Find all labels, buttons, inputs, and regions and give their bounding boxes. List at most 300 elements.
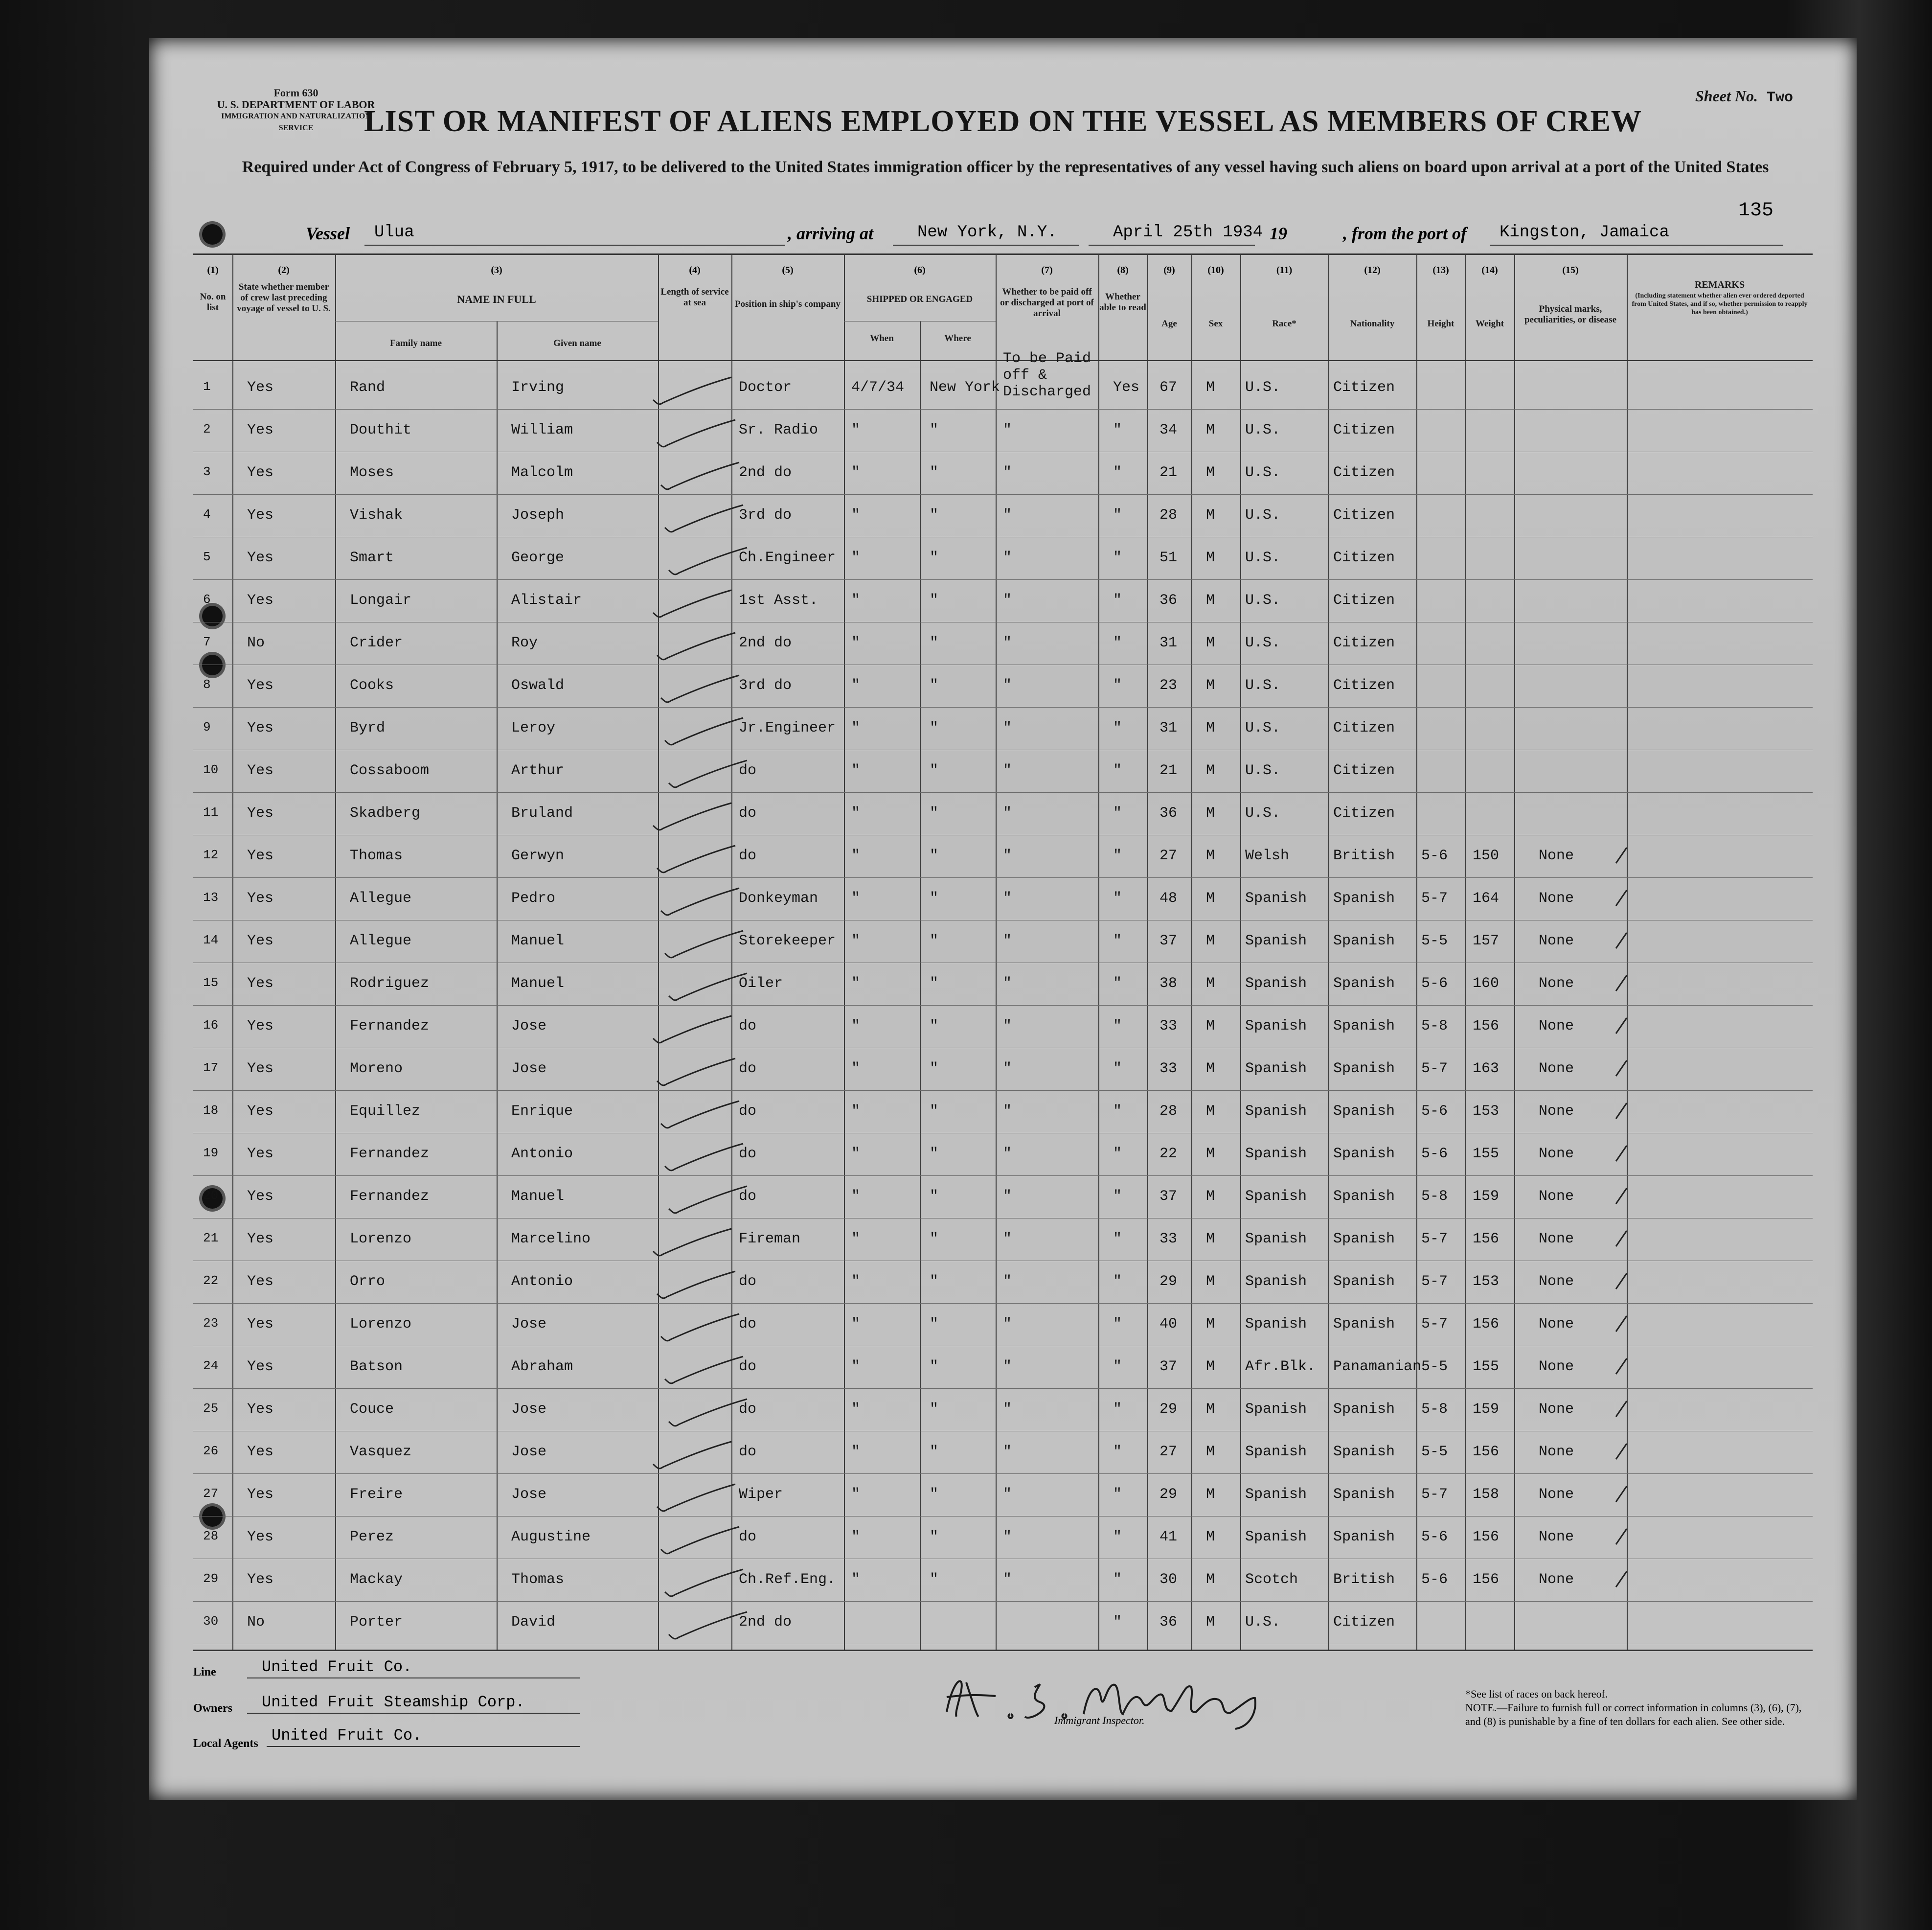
row-number: 7 <box>203 635 211 649</box>
position-cell: do <box>739 1529 757 1545</box>
physical-marks-cell: None <box>1539 1231 1574 1247</box>
race-cell: U.S. <box>1245 464 1281 481</box>
nationality-cell: Spanish <box>1333 1444 1395 1460</box>
given-name-cell: Pedro <box>511 890 556 907</box>
physical-marks-cell: None <box>1539 975 1574 992</box>
shipped-when-cell: " <box>851 1231 861 1247</box>
owners-label: Owners <box>193 1702 232 1715</box>
position-cell: do <box>739 1401 757 1418</box>
paid-off-cell: " <box>1003 1231 1012 1247</box>
shipped-when-cell: " <box>851 805 861 822</box>
age-cell: 29 <box>1159 1401 1178 1418</box>
able-to-read-cell: " <box>1113 1018 1122 1034</box>
sex-cell: M <box>1206 1571 1215 1588</box>
height-cell: 5-8 <box>1421 1018 1448 1034</box>
age-cell: 40 <box>1159 1316 1178 1333</box>
height-cell: 5-6 <box>1421 1103 1448 1120</box>
row-rule <box>193 792 1813 793</box>
age-cell: 51 <box>1159 550 1178 566</box>
tick-mark <box>1612 970 1632 995</box>
able-to-read-cell: " <box>1113 1188 1122 1205</box>
position-cell: Sr. Radio <box>739 422 818 438</box>
row-number: 9 <box>203 720 211 735</box>
weight-cell: 159 <box>1473 1401 1500 1418</box>
state-cell: Yes <box>247 1060 274 1077</box>
height-cell: 5-5 <box>1421 933 1448 949</box>
age-cell: 27 <box>1159 1444 1178 1460</box>
physical-marks-cell: None <box>1539 1316 1574 1333</box>
age-cell: 67 <box>1159 379 1178 396</box>
race-cell: Spanish <box>1245 1401 1307 1418</box>
header-age: Age <box>1161 319 1177 329</box>
able-to-read-cell: " <box>1113 507 1122 524</box>
paid-off-cell: " <box>1003 890 1012 907</box>
paid-off-cell: " <box>1003 1273 1012 1290</box>
race-cell: Spanish <box>1245 1060 1307 1077</box>
shipped-when-cell: " <box>851 848 861 864</box>
family-name-cell: Smart <box>350 550 394 566</box>
height-cell: 5-6 <box>1421 848 1448 864</box>
given-name-cell: Bruland <box>511 805 573 822</box>
given-name-cell: Augustine <box>511 1529 591 1545</box>
check-mark <box>656 672 744 712</box>
header-race: Race* <box>1272 319 1296 329</box>
arrival-port: New York, N.Y. <box>917 223 1057 242</box>
shipped-where-cell: " <box>930 1358 939 1375</box>
col-num: (12) <box>1364 265 1381 276</box>
race-cell: U.S. <box>1245 422 1281 438</box>
given-name-cell: Alistair <box>511 592 582 609</box>
position-cell: Doctor <box>739 379 792 396</box>
family-name-cell: Freire <box>350 1486 403 1503</box>
family-name-cell: Moses <box>350 464 394 481</box>
nationality-cell: Spanish <box>1333 1316 1395 1333</box>
state-cell: Yes <box>247 975 274 992</box>
able-to-read-cell: " <box>1113 1571 1122 1588</box>
paid-off-cell: " <box>1003 1188 1012 1205</box>
nationality-cell: Spanish <box>1333 1146 1395 1162</box>
physical-marks-cell: None <box>1539 1571 1574 1588</box>
family-name-cell: Vishak <box>350 507 403 524</box>
shipped-when-cell: " <box>851 507 861 524</box>
line-value: United Fruit Co. <box>262 1658 412 1676</box>
check-mark <box>664 758 752 797</box>
shipped-when-cell: " <box>851 933 861 949</box>
given-name-cell: Antonio <box>511 1146 573 1162</box>
binder-hole <box>202 224 223 245</box>
age-cell: 33 <box>1159 1060 1178 1077</box>
family-name-cell: Vasquez <box>350 1444 412 1460</box>
sex-cell: M <box>1206 1018 1215 1034</box>
row-number: 12 <box>203 848 219 862</box>
shipped-where-cell: " <box>930 1060 939 1077</box>
paid-off-cell: " <box>1003 1444 1012 1460</box>
physical-marks-cell: None <box>1539 1060 1574 1077</box>
sheet-number <box>1695 87 1793 106</box>
nationality-cell: Spanish <box>1333 1231 1395 1247</box>
paid-off-cell: " <box>1003 1103 1012 1120</box>
row-number: 18 <box>203 1103 219 1118</box>
paid-off-cell: " <box>1003 550 1012 566</box>
age-cell: 41 <box>1159 1529 1178 1545</box>
table-row <box>193 878 1813 918</box>
age-cell: 21 <box>1159 762 1178 779</box>
state-cell: Yes <box>247 848 274 864</box>
table-row <box>193 1049 1813 1088</box>
table-row <box>193 1262 1813 1301</box>
check-mark <box>664 970 752 1010</box>
position-cell: do <box>739 762 757 779</box>
given-name-cell: Manuel <box>511 975 565 992</box>
given-name-cell: George <box>511 550 565 566</box>
row-number: 29 <box>203 1571 219 1586</box>
races-note: *See list of races on back hereof. <box>1465 1688 1608 1700</box>
col-num: (3) <box>491 265 502 276</box>
check-mark <box>648 1226 736 1265</box>
able-to-read-cell: " <box>1113 1231 1122 1247</box>
tick-mark <box>1612 1226 1632 1250</box>
departure-port: Kingston, Jamaica <box>1500 223 1669 242</box>
check-mark <box>660 1354 748 1393</box>
position-cell: do <box>739 1188 757 1205</box>
underline <box>1490 245 1783 246</box>
row-rule <box>193 1175 1813 1176</box>
subtitle: Required under Act of Congress of February 5, 1917, to be delivered to the United States immigration officer by the representatives of any vessel having such aliens on board upon arrival at a port of the United States <box>242 158 1769 176</box>
col-num: (6) <box>914 265 926 276</box>
tick-mark <box>1612 928 1632 952</box>
nationality-cell: Citizen <box>1333 422 1395 438</box>
form-number: Form 630 <box>273 87 318 99</box>
family-name-cell: Batson <box>350 1358 403 1375</box>
paid-off-cell: " <box>1003 1529 1012 1545</box>
tick-mark <box>1612 1268 1632 1293</box>
race-cell: U.S. <box>1245 677 1281 694</box>
age-cell: 33 <box>1159 1018 1178 1034</box>
able-to-read-cell: " <box>1113 720 1122 736</box>
table-row <box>193 453 1813 492</box>
race-cell: Spanish <box>1245 1188 1307 1205</box>
from-label: , from the port of <box>1343 224 1467 243</box>
header-read: Whether able to read <box>1099 292 1146 313</box>
footnote <box>1465 1687 1808 1728</box>
family-name-cell: Moreno <box>350 1060 403 1077</box>
paid-off-cell: " <box>1003 1316 1012 1333</box>
physical-marks-cell: None <box>1539 1188 1574 1205</box>
shipped-where-cell: " <box>930 507 939 524</box>
able-to-read-cell: " <box>1113 933 1122 949</box>
physical-marks-cell: None <box>1539 1444 1574 1460</box>
paid-off-cell: " <box>1003 1486 1012 1503</box>
sex-cell: M <box>1206 720 1215 736</box>
able-to-read-cell: " <box>1113 1614 1122 1631</box>
able-to-read-cell: " <box>1113 1401 1122 1418</box>
height-cell: 5-7 <box>1421 1231 1448 1247</box>
row-number: 13 <box>203 890 219 905</box>
family-name-cell: Allegue <box>350 890 412 907</box>
tick-mark <box>1612 1439 1632 1463</box>
footer <box>193 1653 1813 1795</box>
table-row <box>193 1304 1813 1343</box>
position-cell: Fireman <box>739 1231 801 1247</box>
header-where: Where <box>944 333 971 344</box>
weight-cell: 156 <box>1473 1444 1500 1460</box>
shipped-where-cell: " <box>930 1146 939 1162</box>
race-cell: U.S. <box>1245 1614 1281 1631</box>
table-row <box>193 1006 1813 1045</box>
shipped-where-cell: " <box>930 1571 939 1588</box>
shipped-where-cell: New York <box>930 379 1000 396</box>
position-cell: Donkeyman <box>739 890 818 907</box>
shipped-where-cell: " <box>930 550 939 566</box>
age-cell: 31 <box>1159 635 1178 651</box>
state-cell: Yes <box>247 1188 274 1205</box>
nationality-cell: Spanish <box>1333 1018 1395 1034</box>
weight-cell: 156 <box>1473 1571 1500 1588</box>
sex-cell: M <box>1206 1529 1215 1545</box>
row-rule <box>193 1005 1813 1006</box>
header-family: Family name <box>389 338 442 348</box>
header-given: Given name <box>553 338 601 348</box>
sheet-label: Sheet No. <box>1695 87 1758 105</box>
state-cell: Yes <box>247 592 274 609</box>
position-cell: do <box>739 1103 757 1120</box>
header-shipped: SHIPPED OR ENGAGED <box>866 294 973 304</box>
race-cell: Spanish <box>1245 1231 1307 1247</box>
shipped-where-cell: " <box>930 975 939 992</box>
nationality-cell: Citizen <box>1333 805 1395 822</box>
check-mark <box>656 1524 744 1563</box>
given-name-cell: Abraham <box>511 1358 573 1375</box>
physical-marks-cell: None <box>1539 933 1574 949</box>
state-cell: Yes <box>247 890 274 907</box>
nationality-cell: Spanish <box>1333 1273 1395 1290</box>
tick-mark <box>1612 1013 1632 1037</box>
shipped-where-cell: " <box>930 464 939 481</box>
header-name: NAME IN FULL <box>457 293 536 305</box>
row-number: 1 <box>203 379 211 394</box>
state-cell: Yes <box>247 422 274 438</box>
given-name-cell: William <box>511 422 573 438</box>
table-row <box>193 623 1813 662</box>
weight-cell: 150 <box>1473 848 1500 864</box>
header-state: State whether member of crew last preceding voyage of vessel to U. S. <box>237 282 331 314</box>
state-cell: Yes <box>247 1103 274 1120</box>
state-cell: Yes <box>247 1316 274 1333</box>
position-cell: do <box>739 805 757 822</box>
crew-table <box>193 253 1813 1651</box>
sex-cell: M <box>1206 1103 1215 1120</box>
nationality-cell: Spanish <box>1333 1401 1395 1418</box>
check-mark <box>660 1566 748 1606</box>
table-row <box>193 1474 1813 1514</box>
age-cell: 29 <box>1159 1273 1178 1290</box>
check-mark <box>652 843 740 882</box>
given-name-cell: Jose <box>511 1444 547 1460</box>
col-num: (15) <box>1562 265 1579 276</box>
family-name-cell: Skadberg <box>350 805 421 822</box>
family-name-cell: Lorenzo <box>350 1231 412 1247</box>
shipped-where-cell: " <box>930 720 939 736</box>
family-name-cell: Orro <box>350 1273 386 1290</box>
shipped-where-cell: " <box>930 1401 939 1418</box>
row-number: 15 <box>203 975 219 990</box>
col-num: (2) <box>278 265 290 276</box>
state-cell: Yes <box>247 379 274 396</box>
row-number: 28 <box>203 1529 219 1543</box>
sex-cell: M <box>1206 422 1215 438</box>
nationality-cell: Citizen <box>1333 592 1395 609</box>
shipped-where-cell: " <box>930 1273 939 1290</box>
race-cell: U.S. <box>1245 550 1281 566</box>
paid-off-cell: " <box>1003 507 1012 524</box>
tick-mark <box>1612 1141 1632 1165</box>
shipped-when-cell: " <box>851 1401 861 1418</box>
family-name-cell: Mackay <box>350 1571 403 1588</box>
state-cell: Yes <box>247 1486 274 1503</box>
underline <box>247 1677 580 1678</box>
sex-cell: M <box>1206 933 1215 949</box>
family-name-cell: Rand <box>350 379 386 396</box>
table-row <box>193 1602 1813 1641</box>
sex-cell: M <box>1206 677 1215 694</box>
able-to-read-cell: " <box>1113 1103 1122 1120</box>
shipped-when-cell: " <box>851 550 861 566</box>
service: IMMIGRATION AND NATURALIZATION SERVICE <box>221 112 371 132</box>
able-to-read-cell: " <box>1113 422 1122 438</box>
family-name-cell: Equillez <box>350 1103 421 1120</box>
able-to-read-cell: " <box>1113 1060 1122 1077</box>
owners-value: United Fruit Steamship Corp. <box>262 1693 525 1711</box>
weight-cell: 159 <box>1473 1188 1500 1205</box>
header-weight: Weight <box>1475 319 1504 329</box>
table-row <box>193 410 1813 449</box>
page-number: 135 <box>1738 200 1773 222</box>
row-number: 8 <box>203 677 211 692</box>
shipped-when-cell: " <box>851 635 861 651</box>
position-cell: do <box>739 1273 757 1290</box>
paid-off-cell: " <box>1003 592 1012 609</box>
position-cell: do <box>739 1060 757 1077</box>
family-name-cell: Fernandez <box>350 1146 430 1162</box>
table-row <box>193 793 1813 832</box>
given-name-cell: Thomas <box>511 1571 565 1588</box>
underline <box>1089 245 1255 246</box>
state-cell: Yes <box>247 1571 274 1588</box>
position-cell: Wiper <box>739 1486 783 1503</box>
family-name-cell: Porter <box>350 1614 403 1631</box>
shipped-when-cell: " <box>851 1529 861 1545</box>
tick-mark <box>1612 1311 1632 1335</box>
agents-value: United Fruit Co. <box>272 1726 422 1745</box>
sex-cell: M <box>1206 1401 1215 1418</box>
position-cell: 3rd do <box>739 677 792 694</box>
row-number: 20 <box>203 1188 219 1203</box>
family-name-cell: Cossaboom <box>350 762 430 779</box>
table-row <box>193 580 1813 620</box>
sex-cell: M <box>1206 1188 1215 1205</box>
height-cell: 5-6 <box>1421 1571 1448 1588</box>
nationality-cell: Citizen <box>1333 677 1395 694</box>
race-cell: Spanish <box>1245 1103 1307 1120</box>
check-mark <box>660 928 748 967</box>
shipped-when-cell: " <box>851 1146 861 1162</box>
shipped-where-cell: " <box>930 1188 939 1205</box>
weight-cell: 163 <box>1473 1060 1500 1077</box>
race-cell: U.S. <box>1245 507 1281 524</box>
row-number: 16 <box>203 1018 219 1033</box>
position-cell: 2nd do <box>739 464 792 481</box>
family-name-cell: Couce <box>350 1401 394 1418</box>
paid-off-cell: " <box>1003 1571 1012 1588</box>
given-name-cell: Joseph <box>511 507 565 524</box>
state-cell: Yes <box>247 933 274 949</box>
state-cell: Yes <box>247 805 274 822</box>
check-mark <box>648 1013 736 1052</box>
check-mark <box>656 1311 744 1350</box>
sex-cell: M <box>1206 1316 1215 1333</box>
sex-cell: M <box>1206 1444 1215 1460</box>
given-name-cell: Enrique <box>511 1103 573 1120</box>
race-cell: U.S. <box>1245 805 1281 822</box>
race-cell: Spanish <box>1245 890 1307 907</box>
tick-mark <box>1612 843 1632 867</box>
age-cell: 28 <box>1159 1103 1178 1120</box>
nationality-cell: Citizen <box>1333 720 1395 736</box>
shipped-when-cell: " <box>851 1444 861 1460</box>
row-number: 23 <box>203 1316 219 1331</box>
shipped-where-cell: " <box>930 933 939 949</box>
shipped-when-cell: " <box>851 1018 861 1034</box>
sex-cell: M <box>1206 805 1215 822</box>
given-name-cell: Roy <box>511 635 538 651</box>
row-number: 22 <box>203 1273 219 1288</box>
weight-cell: 153 <box>1473 1103 1500 1120</box>
race-cell: Spanish <box>1245 975 1307 992</box>
given-name-cell: Jose <box>511 1401 547 1418</box>
given-name-cell: Gerwyn <box>511 848 565 864</box>
state-cell: Yes <box>247 1358 274 1375</box>
age-cell: 33 <box>1159 1231 1178 1247</box>
col-num: (4) <box>689 265 701 276</box>
weight-cell: 156 <box>1473 1316 1500 1333</box>
tick-mark <box>1612 1183 1632 1208</box>
row-number: 17 <box>203 1060 219 1075</box>
nationality-cell: Citizen <box>1333 1614 1395 1631</box>
sex-cell: M <box>1206 890 1215 907</box>
age-cell: 29 <box>1159 1486 1178 1503</box>
check-mark <box>648 800 736 839</box>
paid-off-cell: " <box>1003 933 1012 949</box>
shipped-where-cell: " <box>930 592 939 609</box>
state-cell: No <box>247 635 265 651</box>
paid-off-cell: " <box>1003 464 1012 481</box>
weight-cell: 160 <box>1473 975 1500 992</box>
position-cell: Storekeeper <box>739 933 836 949</box>
row-rule <box>193 1601 1813 1602</box>
position-cell: Jr.Engineer <box>739 720 836 736</box>
family-name-cell: Fernandez <box>350 1018 430 1034</box>
check-mark <box>652 630 740 669</box>
nationality-cell: Citizen <box>1333 507 1395 524</box>
row-rule <box>193 1388 1813 1389</box>
table-row <box>193 921 1813 960</box>
shipped-where-cell: " <box>930 1444 939 1460</box>
shipped-when-cell: " <box>851 1188 861 1205</box>
able-to-read-cell: " <box>1113 1358 1122 1375</box>
weight-cell: 157 <box>1473 933 1500 949</box>
row-rule <box>193 409 1813 410</box>
height-cell: 5-7 <box>1421 1486 1448 1503</box>
